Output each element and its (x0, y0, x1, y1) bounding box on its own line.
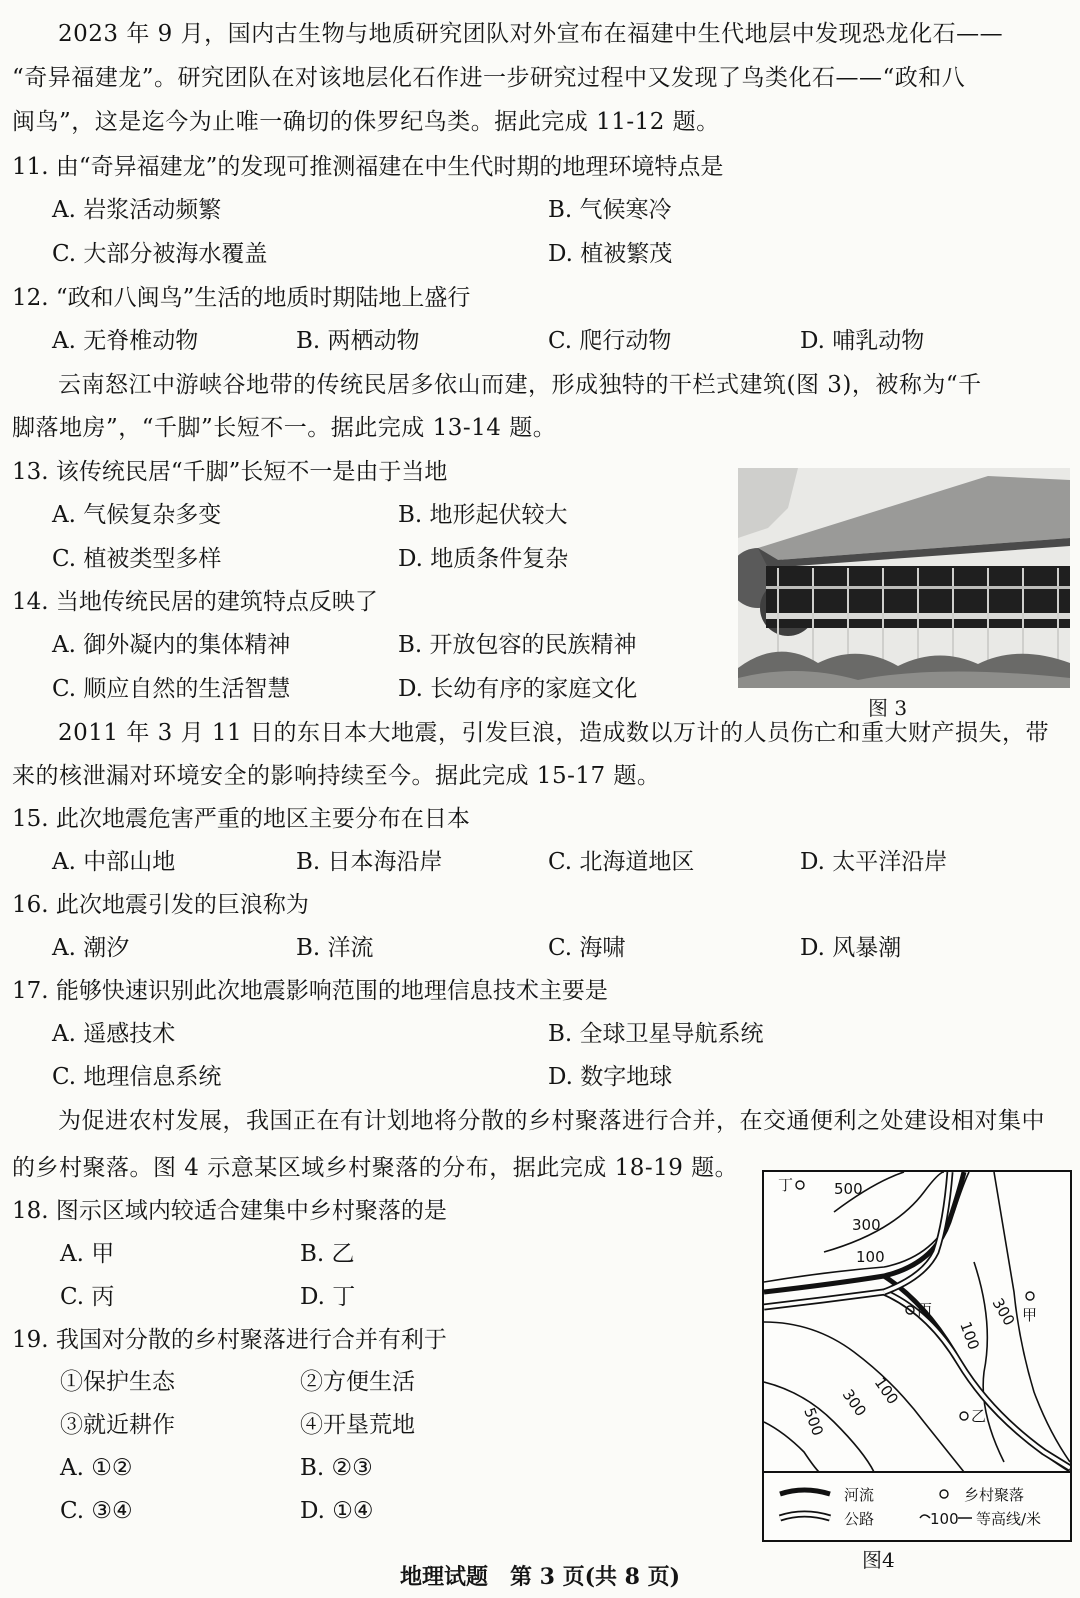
contour-label-300-right: 300 (988, 1295, 1019, 1329)
page-footer: 地理试题 第 3 页(共 8 页) (399, 1564, 681, 1590)
intro4-line1: 为促进农村发展，我国正在有计划地将分散的乡村聚落进行合并，在交通便利之处建设相对集中 (58, 1108, 1045, 1134)
q15-option-b: B. 日本海沿岸 (296, 849, 443, 875)
intro4-line2: 的乡村聚落。图 4 示意某区域乡村聚落的分布，据此完成 18-19 题。 (12, 1155, 739, 1181)
settlement-label-yi: 乙 (971, 1407, 987, 1425)
contour-label-300-upper: 300 (852, 1216, 881, 1234)
figure-3-caption: 图 3 (868, 696, 908, 720)
q18-option-a: A. 甲 (60, 1241, 115, 1267)
q14-option-c: C. 顺应自然的生活智慧 (52, 676, 291, 702)
intro2-line1: 云南怒江中游峡谷地带的传统民居多依山而建，形成独特的干栏式建筑(图 3)，被称为“千 (58, 372, 982, 398)
q11-option-c: C. 大部分被海水覆盖 (52, 241, 268, 267)
intro2-line2: 脚落地房”，“千脚”长短不一。据此完成 13-14 题。 (12, 415, 557, 441)
q15-option-c: C. 北海道地区 (548, 849, 695, 875)
q19-statement-2: ②方便生活 (300, 1369, 415, 1395)
q11-option-a: A. 岩浆活动频繁 (52, 197, 222, 223)
figure-4-contour-map (762, 1170, 1072, 1542)
q16-option-b: B. 洋流 (296, 935, 374, 961)
contour-label-100-upper: 100 (856, 1248, 885, 1266)
q19-statement-4: ④开垦荒地 (300, 1412, 415, 1438)
contour-label-500-lower: 500 (800, 1405, 827, 1439)
q12-option-b: B. 两栖动物 (296, 328, 420, 354)
q17-option-c: C. 地理信息系统 (52, 1064, 222, 1090)
q18-option-d: D. 丁 (300, 1284, 356, 1310)
q19-stem: 19. 我国对分散的乡村聚落进行合并有利于 (12, 1327, 447, 1353)
contour-label-300-lower: 300 (838, 1385, 870, 1420)
q19-statement-3: ③就近耕作 (60, 1412, 175, 1438)
contour-label-500-upper: 500 (834, 1180, 863, 1198)
legend-settlement-label: 乡村聚落 (964, 1486, 1025, 1504)
q19-option-a: A. ①② (60, 1455, 133, 1481)
q14-option-a: A. 御外凝内的集体精神 (52, 632, 291, 658)
legend-contour-value: 100 (930, 1510, 959, 1528)
q17-option-b: B. 全球卫星导航系统 (548, 1021, 764, 1047)
q16-option-a: A. 潮汐 (52, 935, 130, 961)
q11-option-d: D. 植被繁茂 (548, 241, 673, 267)
q17-option-a: A. 遥感技术 (52, 1021, 176, 1047)
figure-3-stilt-house-photo (738, 468, 1070, 688)
legend-road-label: 公路 (844, 1510, 875, 1528)
q16-stem: 16. 此次地震引发的巨浪称为 (12, 892, 309, 918)
intro1-line2: “奇异福建龙”。研究团队在对该地层化石作进一步研究过程中又发现了鸟类化石——“政和八 (12, 65, 966, 91)
q18-option-b: B. 乙 (300, 1241, 355, 1267)
q15-stem: 15. 此次地震危害严重的地区主要分布在日本 (12, 806, 470, 832)
q11-option-b: B. 气候寒冷 (548, 197, 672, 223)
q18-stem: 18. 图示区域内较适合建集中乡村聚落的是 (12, 1198, 447, 1224)
settlement-yi (960, 1412, 968, 1420)
q13-option-c: C. 植被类型多样 (52, 546, 222, 572)
q12-option-d: D. 哺乳动物 (800, 328, 925, 354)
q11-stem: 11. 由“奇异福建龙”的发现可推测福建在中生代时期的地理环境特点是 (12, 154, 724, 180)
q19-option-b: B. ②③ (300, 1455, 373, 1481)
q12-option-a: A. 无脊椎动物 (52, 328, 199, 354)
q19-option-c: C. ③④ (60, 1498, 133, 1524)
q14-option-b: B. 开放包容的民族精神 (398, 632, 637, 658)
q17-option-d: D. 数字地球 (548, 1064, 673, 1090)
settlement-label-jia: 甲 (1022, 1306, 1038, 1324)
q19-option-d: D. ①④ (300, 1498, 374, 1524)
settlement-label-bing: 丙 (917, 1301, 933, 1319)
legend-river-symbol (780, 1490, 830, 1494)
settlement-jia (1026, 1292, 1034, 1300)
q19-statement-1: ①保护生态 (60, 1369, 175, 1395)
q13-stem: 13. 该传统民居“千脚”长短不一是由于当地 (12, 459, 448, 485)
intro1-line1: 2023 年 9 月，国内古生物与地质研究团队对外宣布在福建中生代地层中发现恐龙化石—— (58, 21, 1004, 47)
q13-option-a: A. 气候复杂多变 (52, 502, 222, 528)
settlement-label-ding: 丁 (778, 1176, 794, 1194)
q14-option-d: D. 长幼有序的家庭文化 (398, 676, 638, 702)
contour-label-100-lower: 100 (870, 1373, 902, 1408)
figure-4-caption: 图4 (862, 1548, 895, 1572)
q16-option-c: C. 海啸 (548, 935, 626, 961)
legend-river-label: 河流 (844, 1486, 875, 1504)
settlement-ding (796, 1181, 804, 1189)
intro3-line1: 2011 年 3 月 11 日的东日本大地震，引发巨浪，造成数以万计的人员伤亡和重大财产损失，带 (58, 720, 1049, 746)
q13-option-d: D. 地质条件复杂 (398, 546, 569, 572)
intro3-line2: 来的核泄漏对环境安全的影响持续至今。据此完成 15-17 题。 (12, 763, 661, 789)
q12-option-c: C. 爬行动物 (548, 328, 672, 354)
q12-stem: 12. “政和八闽鸟”生活的地质时期陆地上盛行 (12, 285, 471, 311)
legend-contour-label: 等高线/米 (976, 1510, 1042, 1528)
intro1-line3: 闽鸟”，这是迄今为止唯一确切的侏罗纪鸟类。据此完成 11-12 题。 (12, 109, 720, 135)
legend-settlement-symbol (940, 1490, 948, 1498)
q15-option-a: A. 中部山地 (52, 849, 176, 875)
q16-option-d: D. 风暴潮 (800, 935, 902, 961)
q18-option-c: C. 丙 (60, 1284, 115, 1310)
q17-stem: 17. 能够快速识别此次地震影响范围的地理信息技术主要是 (12, 978, 608, 1004)
q15-option-d: D. 太平洋沿岸 (800, 849, 948, 875)
contour-label-100-right: 100 (956, 1319, 983, 1353)
q13-option-b: B. 地形起伏较大 (398, 502, 568, 528)
q14-stem: 14. 当地传统民居的建筑特点反映了 (12, 589, 378, 615)
